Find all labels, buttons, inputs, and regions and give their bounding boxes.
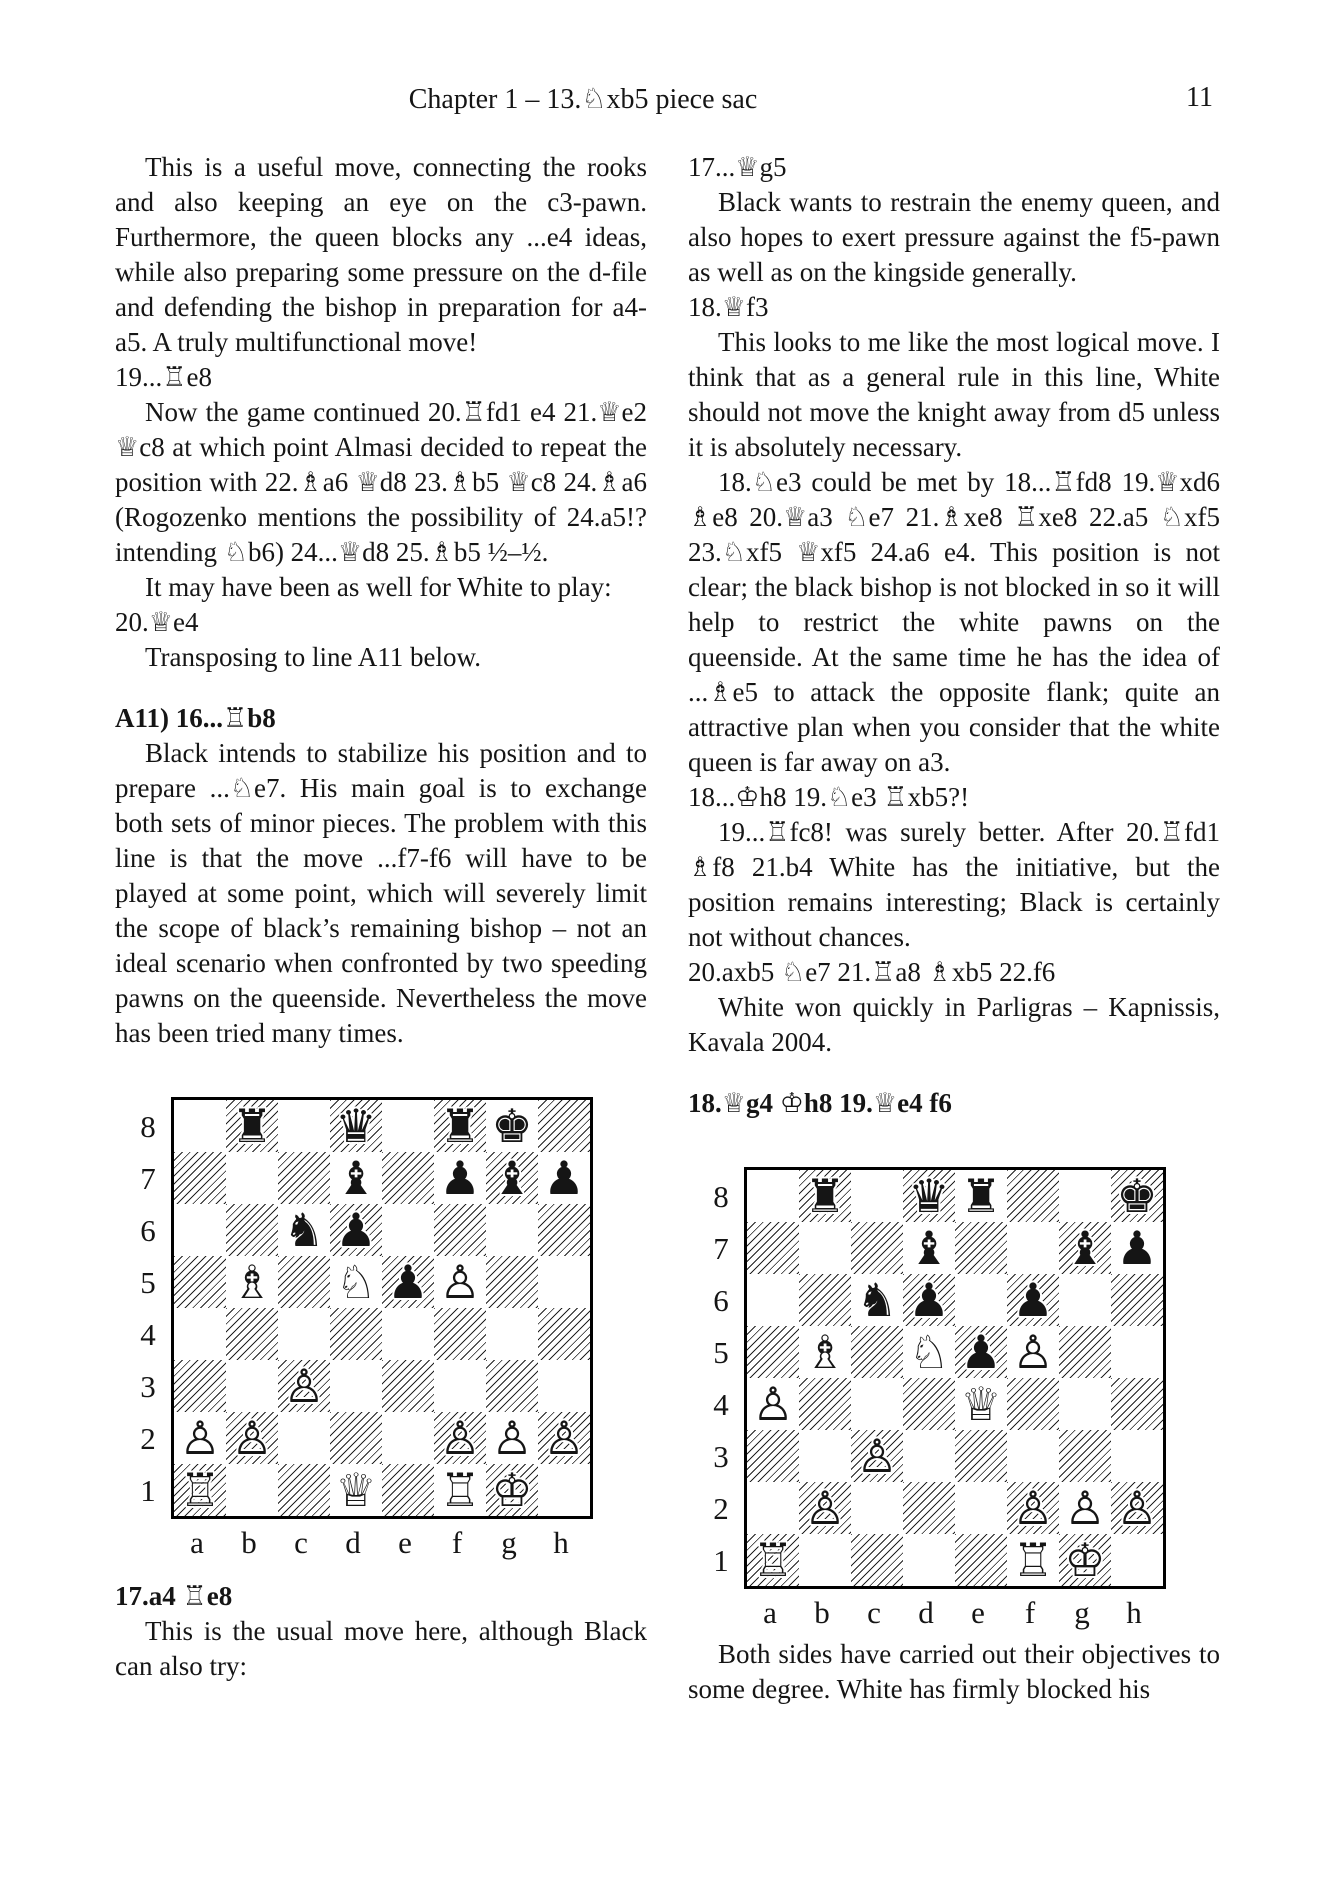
move-line: 20.♕e4 (115, 607, 199, 637)
board-square (1111, 1222, 1163, 1274)
board-square (434, 1204, 486, 1256)
board-square (955, 1378, 1007, 1430)
black-pawn-icon: ♟ (439, 1152, 481, 1204)
file-label: c (294, 1525, 308, 1560)
diagram-corner (698, 1589, 744, 1633)
board-square (903, 1534, 955, 1586)
file-label: f (1024, 1595, 1036, 1630)
black-pawn-icon: ♟ (387, 1256, 429, 1308)
white-rook-icon: ♖ (1012, 1534, 1054, 1586)
board-square (799, 1482, 851, 1534)
file-label: d (345, 1525, 361, 1560)
file-label: b (241, 1525, 257, 1560)
board-square (226, 1308, 278, 1360)
board-square (799, 1534, 851, 1586)
board-square (226, 1152, 278, 1204)
board-square (955, 1326, 1007, 1378)
board-square (747, 1378, 799, 1430)
board-square (903, 1326, 955, 1378)
black-pawn-icon: ♟ (335, 1204, 377, 1256)
rank-label: 7 (140, 1160, 156, 1196)
paragraph: Black intends to stabilize his position and to prepare ...♘e7. His main goal is to exchange both sets of minor pieces. The problem with this line is that the move ...f7-f6 will have to be played at some point, which will severely limit the scope of black’s remaining bishop – not an ideal scenario when confronted by two speeding pawns on the queenside. Nevertheless the move has been tried many times. (115, 738, 647, 1048)
rank-label: 5 (713, 1334, 729, 1370)
white-pawn-icon: ♙ (283, 1360, 325, 1412)
board-square (1111, 1274, 1163, 1326)
move-line: 18.♕f3 (688, 292, 769, 322)
rank-label: 4 (140, 1316, 156, 1352)
black-queen-icon: ♛ (908, 1170, 950, 1222)
chess-diagram-left (125, 1097, 647, 1563)
black-rook-icon: ♜ (439, 1100, 481, 1152)
board-square (538, 1360, 590, 1412)
board-square (434, 1256, 486, 1308)
board-square (486, 1360, 538, 1412)
diagram-caption: 17.a4 ♖e8 (115, 1581, 233, 1611)
variation-heading: A11) 16...♖b8 (115, 703, 276, 733)
board-square (382, 1464, 434, 1516)
black-knight-icon: ♞ (856, 1274, 898, 1326)
black-king-icon: ♚ (491, 1100, 533, 1152)
rank-label: 8 (140, 1108, 156, 1144)
board-square (278, 1412, 330, 1464)
board-square (226, 1256, 278, 1308)
white-pawn-icon: ♙ (752, 1378, 794, 1430)
file-labels (171, 1519, 593, 1563)
board-square (382, 1308, 434, 1360)
board-square (278, 1152, 330, 1204)
black-rook-icon: ♜ (231, 1100, 273, 1152)
paragraph: Both sides have carried out their objectives to some degree. White has firmly blocked his (688, 1639, 1220, 1704)
board-square (278, 1204, 330, 1256)
white-bishop-icon: ♗ (804, 1326, 846, 1378)
board-square (330, 1100, 382, 1152)
file-label: e (398, 1525, 412, 1560)
board-square (1007, 1326, 1059, 1378)
file-label: d (918, 1595, 934, 1630)
white-pawn-icon: ♙ (231, 1412, 273, 1464)
board-square (1059, 1482, 1111, 1534)
white-king-icon: ♔ (491, 1464, 533, 1516)
board-square (1111, 1430, 1163, 1482)
black-pawn-icon: ♟ (1012, 1274, 1054, 1326)
white-rook-icon: ♖ (439, 1464, 481, 1516)
board-square (330, 1412, 382, 1464)
board-square (278, 1256, 330, 1308)
board-square (486, 1204, 538, 1256)
white-bishop-icon: ♗ (231, 1256, 273, 1308)
white-pawn-icon: ♙ (856, 1430, 898, 1482)
board-square (799, 1378, 851, 1430)
board-square (382, 1100, 434, 1152)
white-queen-icon: ♕ (335, 1464, 377, 1516)
board-square (486, 1100, 538, 1152)
board-square (955, 1274, 1007, 1326)
black-knight-icon: ♞ (283, 1204, 325, 1256)
board-square (1007, 1170, 1059, 1222)
black-rook-icon: ♜ (960, 1170, 1002, 1222)
board-square (382, 1360, 434, 1412)
board-square (1059, 1274, 1111, 1326)
board-square (747, 1222, 799, 1274)
board-square (747, 1326, 799, 1378)
board-square (903, 1222, 955, 1274)
board-square (747, 1482, 799, 1534)
board-square (538, 1308, 590, 1360)
file-label: a (190, 1525, 204, 1560)
board-square (747, 1170, 799, 1222)
board-square (799, 1430, 851, 1482)
board-square (1059, 1326, 1111, 1378)
file-label: h (553, 1525, 569, 1560)
page-number: 11 (1186, 82, 1213, 113)
white-pawn-icon: ♙ (1064, 1482, 1106, 1534)
board-square (1059, 1430, 1111, 1482)
white-rook-icon: ♖ (752, 1534, 794, 1586)
board-square (486, 1412, 538, 1464)
board-square (434, 1464, 486, 1516)
board-square (903, 1274, 955, 1326)
black-pawn-icon: ♟ (543, 1152, 585, 1204)
board-square (851, 1170, 903, 1222)
move-line: 19...♖e8 (115, 362, 212, 392)
board-square (174, 1256, 226, 1308)
board-square (1007, 1534, 1059, 1586)
board-square (851, 1534, 903, 1586)
black-bishop-icon: ♝ (335, 1152, 377, 1204)
board-square (174, 1204, 226, 1256)
board-square (174, 1360, 226, 1412)
white-pawn-icon: ♙ (439, 1412, 481, 1464)
board-square (955, 1482, 1007, 1534)
left-column (115, 150, 647, 1684)
board-square (747, 1534, 799, 1586)
board-square (382, 1256, 434, 1308)
board-square (538, 1204, 590, 1256)
file-label: f (451, 1525, 463, 1560)
black-queen-icon: ♛ (335, 1100, 377, 1152)
right-column (688, 150, 1220, 1707)
white-queen-icon: ♕ (960, 1378, 1002, 1430)
board-square (226, 1204, 278, 1256)
board-square (174, 1308, 226, 1360)
board-square (434, 1412, 486, 1464)
board-square (330, 1152, 382, 1204)
rank-labels (698, 1167, 744, 1589)
chapter-header: Chapter 1 – 13.♘xb5 piece sac (408, 84, 758, 115)
paragraph: Transposing to line A11 below. (145, 642, 482, 672)
board-square (278, 1360, 330, 1412)
rank-label: 1 (140, 1472, 156, 1508)
black-pawn-icon: ♟ (960, 1326, 1002, 1378)
rank-label: 2 (713, 1490, 729, 1526)
board-square (1007, 1274, 1059, 1326)
chess-board (171, 1097, 593, 1519)
board-square (382, 1412, 434, 1464)
board-square (226, 1412, 278, 1464)
white-pawn-icon: ♙ (439, 1256, 481, 1308)
paragraph: Black wants to restrain the enemy queen, and also hopes to exert pressure against the f5-pawn as well as on the kingside generally. (688, 187, 1220, 287)
board-square (226, 1360, 278, 1412)
board-square (1111, 1378, 1163, 1430)
paragraph: This looks to me like the most logical move. I think that as a general rule in this line, White should not move the knight away from d5 unless it is absolutely necessary. (688, 327, 1220, 462)
paragraph: 19...♖fc8! was surely better. After 20.♖fd1 ♗f8 21.b4 White has the initiative, but the position remains interesting; Black is certainly not without chances. (688, 817, 1220, 952)
file-labels (744, 1589, 1166, 1633)
board-square (1007, 1378, 1059, 1430)
board-square (799, 1326, 851, 1378)
board-square (903, 1170, 955, 1222)
board-square (903, 1482, 955, 1534)
board-square (1007, 1430, 1059, 1482)
board-square (382, 1204, 434, 1256)
board-square (903, 1430, 955, 1482)
board-square (486, 1308, 538, 1360)
board-square (851, 1222, 903, 1274)
board-square (955, 1430, 1007, 1482)
file-label: a (763, 1595, 777, 1630)
white-pawn-icon: ♙ (1012, 1326, 1054, 1378)
board-square (434, 1100, 486, 1152)
board-square (747, 1430, 799, 1482)
board-square (330, 1464, 382, 1516)
black-pawn-icon: ♟ (908, 1274, 950, 1326)
board-square (1059, 1222, 1111, 1274)
board-square (278, 1308, 330, 1360)
file-label: g (501, 1525, 517, 1560)
board-square (1059, 1378, 1111, 1430)
board-square (226, 1100, 278, 1152)
white-pawn-icon: ♙ (179, 1412, 221, 1464)
white-pawn-icon: ♙ (1012, 1482, 1054, 1534)
board-square (1111, 1482, 1163, 1534)
file-label: c (867, 1595, 881, 1630)
board-square (486, 1152, 538, 1204)
rank-label: 1 (713, 1542, 729, 1578)
board-square (434, 1360, 486, 1412)
board-square (799, 1222, 851, 1274)
board-square (226, 1464, 278, 1516)
board-square (486, 1464, 538, 1516)
board-square (1059, 1534, 1111, 1586)
white-knight-icon: ♘ (335, 1256, 377, 1308)
board-square (174, 1412, 226, 1464)
board-square (1111, 1170, 1163, 1222)
board-square (851, 1326, 903, 1378)
board-square (174, 1464, 226, 1516)
black-rook-icon: ♜ (804, 1170, 846, 1222)
rank-label: 6 (713, 1282, 729, 1318)
board-square (174, 1100, 226, 1152)
board-square (955, 1170, 1007, 1222)
paragraph: This is the usual move here, although Black can also try: (115, 1616, 647, 1681)
rank-label: 7 (713, 1230, 729, 1266)
board-square (538, 1464, 590, 1516)
rank-label: 8 (713, 1178, 729, 1214)
board-square (538, 1100, 590, 1152)
board-square (799, 1274, 851, 1326)
board-square (851, 1378, 903, 1430)
board-square (434, 1308, 486, 1360)
board-square (799, 1170, 851, 1222)
board-square (1111, 1534, 1163, 1586)
board-square (486, 1256, 538, 1308)
chess-diagram-right (698, 1167, 1220, 1633)
white-rook-icon: ♖ (179, 1464, 221, 1516)
board-square (955, 1222, 1007, 1274)
chess-board (744, 1167, 1166, 1589)
paragraph: It may have been as well for White to play: (145, 572, 612, 602)
file-label: h (1126, 1595, 1142, 1630)
board-square (330, 1256, 382, 1308)
board-square (1111, 1326, 1163, 1378)
file-label: b (814, 1595, 830, 1630)
board-square (1007, 1482, 1059, 1534)
board-square (330, 1204, 382, 1256)
board-square (538, 1412, 590, 1464)
white-pawn-icon: ♙ (543, 1412, 585, 1464)
board-square (278, 1464, 330, 1516)
board-square (955, 1534, 1007, 1586)
white-pawn-icon: ♙ (804, 1482, 846, 1534)
rank-label: 2 (140, 1420, 156, 1456)
moves-heading: 18.♕g4 ♔h8 19.♕e4 f6 (688, 1088, 952, 1118)
paragraph: 18.♘e3 could be met by 18...♖fd8 19.♕xd6 ♗e8 20.♕a3 ♘e7 21.♗xe8 ♖xe8 22.a5 ♘xf5 23.♘xf5 ♕xf5 24.a6 e4. This position is not clear; the black bishop is not blocked in so it will help to restrict the white pawns on the queenside. At the same time he has the idea of ...♗e5 to attack the opposite flank; quite an attractive plan when you consider that the white queen is far away on a3. (688, 467, 1220, 777)
rank-label: 4 (713, 1386, 729, 1422)
board-square (538, 1256, 590, 1308)
black-bishop-icon: ♝ (908, 1222, 950, 1274)
board-square (330, 1308, 382, 1360)
black-king-icon: ♚ (1116, 1170, 1158, 1222)
black-pawn-icon: ♟ (1116, 1222, 1158, 1274)
board-square (174, 1152, 226, 1204)
board-square (747, 1274, 799, 1326)
file-label: e (971, 1595, 985, 1630)
black-bishop-icon: ♝ (1064, 1222, 1106, 1274)
white-knight-icon: ♘ (908, 1326, 950, 1378)
board-square (538, 1152, 590, 1204)
board-square (903, 1378, 955, 1430)
board-square (851, 1274, 903, 1326)
white-king-icon: ♔ (1064, 1534, 1106, 1586)
white-pawn-icon: ♙ (1116, 1482, 1158, 1534)
white-pawn-icon: ♙ (491, 1412, 533, 1464)
board-square (382, 1152, 434, 1204)
board-square (851, 1482, 903, 1534)
paragraph: This is a useful move, connecting the rooks and also keeping an eye on the c3-pawn. Furthermore, the queen blocks any ...e4 ideas, while also preparing some pressure on the d-file and defending the bishop in preparation for a4-a5. A truly multifunctional move! (115, 152, 647, 357)
board-square (851, 1430, 903, 1482)
rank-label: 3 (713, 1438, 729, 1474)
file-label: g (1074, 1595, 1090, 1630)
board-square (1007, 1222, 1059, 1274)
rank-labels (125, 1097, 171, 1519)
rank-label: 3 (140, 1368, 156, 1404)
paragraph: Now the game continued 20.♖fd1 e4 21.♕e2 ♕c8 at which point Almasi decided to repeat the position with 22.♗a6 ♕d8 23.♗b5 ♕c8 24.♗a6 (Rogozenko mentions the possibility of 24.a5!? intending ♘b6) 24...♕d8 25.♗b5 ½–½. (115, 397, 647, 567)
board-square (434, 1152, 486, 1204)
rank-label: 5 (140, 1264, 156, 1300)
black-bishop-icon: ♝ (491, 1152, 533, 1204)
diagram-corner (125, 1519, 171, 1563)
rank-label: 6 (140, 1212, 156, 1248)
move-line: 18...♔h8 19.♘e3 ♖xb5?! (688, 782, 970, 812)
board-square (330, 1360, 382, 1412)
paragraph: White won quickly in Parligras – Kapnissis, Kavala 2004. (688, 992, 1220, 1057)
move-line: 17...♕g5 (688, 152, 787, 182)
board-square (1059, 1170, 1111, 1222)
board-square (278, 1100, 330, 1152)
move-line: 20.axb5 ♘e7 21.♖a8 ♗xb5 22.f6 (688, 957, 1056, 987)
